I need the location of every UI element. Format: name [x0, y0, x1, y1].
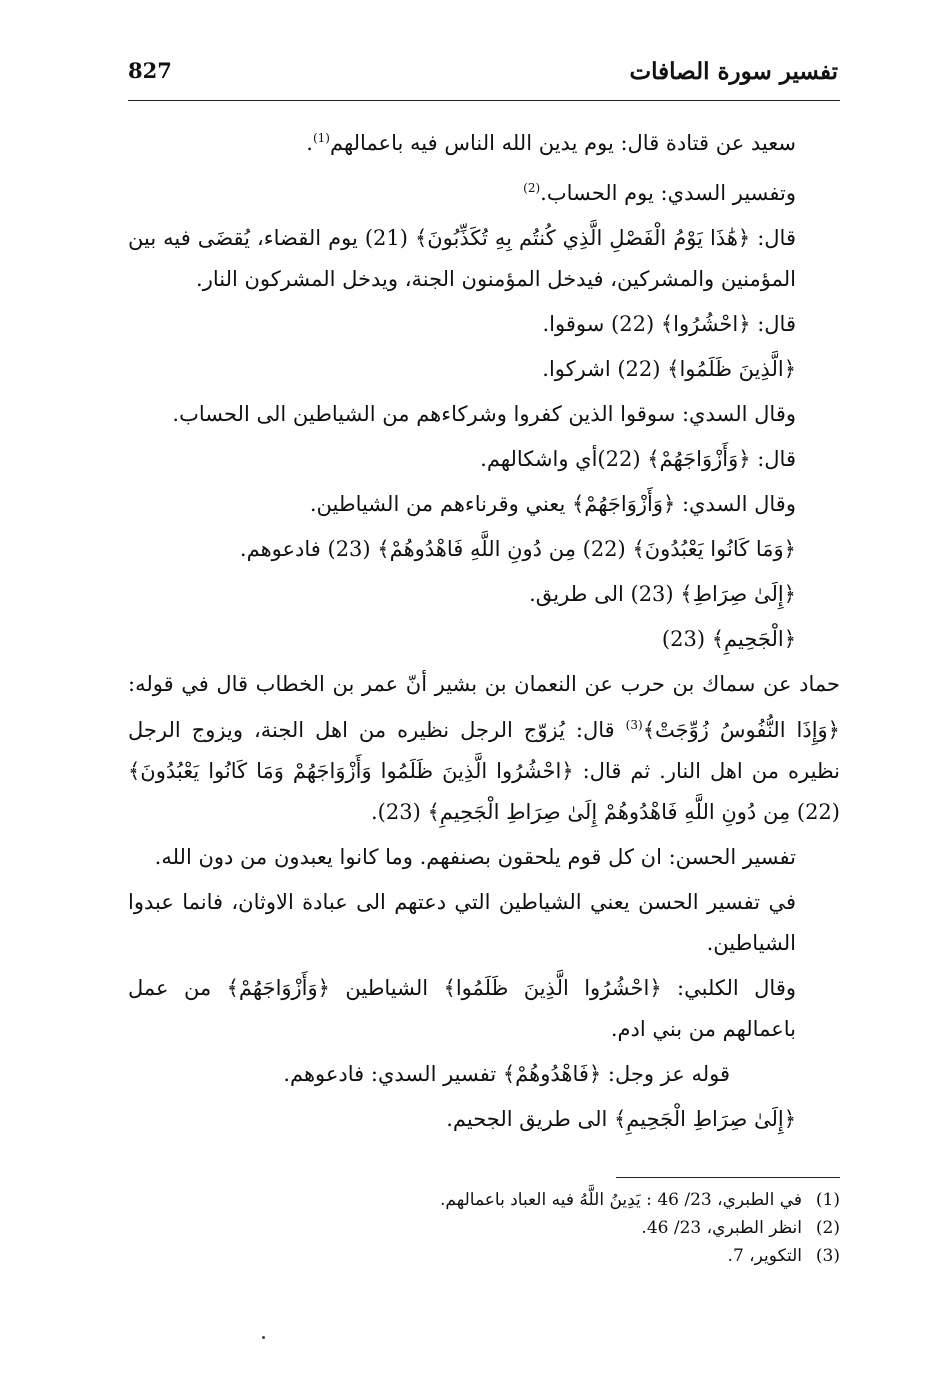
paragraph-text: حماد عن سماك بن حرب عن النعمان بن بشير أنّ عمر بن الخطاب قال في قوله: ﴿وَإِذَا النُّفُوسُ زُوِّجَتْ﴾: [128, 672, 840, 742]
paragraph: [128, 439, 840, 480]
paragraph-text-tail: .: [306, 131, 313, 155]
paragraph-text: تفسير الحسن: ان كل قوم يلحقون بصنفهم. وما كانوا يعبدون من دون الله.: [154, 845, 796, 869]
footnote: [128, 1214, 840, 1242]
footnote-divider: [616, 1177, 840, 1178]
paragraph-text: سعيد عن قتادة قال: يوم يدين الله الناس فيه باعمالهم: [329, 131, 796, 155]
paragraph: [128, 1054, 840, 1095]
footnote-number: (3): [815, 1246, 840, 1266]
chapter-title: تفسير سورة الصافات: [629, 58, 838, 85]
paragraph-text: قال: ﴿وَأَزْوَاجَهُمْ﴾ (22)أي واشكالهم.: [480, 447, 796, 471]
paragraph: [128, 304, 840, 345]
paragraph: [128, 484, 840, 525]
paragraph: [128, 574, 840, 615]
paragraph-text: وقال الكلبي: ﴿احْشُرُوا الَّذِينَ ظَلَمُوا﴾ الشياطين ﴿وَأَزْوَاجَهُمْ﴾ من عمل باعمالهم من بني ادم.: [128, 976, 796, 1041]
footnote: [128, 1242, 840, 1270]
footnote: [128, 1186, 840, 1214]
footnote-number: (2): [815, 1218, 840, 1238]
paragraph-text: قوله عز وجل: ﴿فَاهْدُوهُمْ﴾ تفسير السدي: فادعوهم.: [283, 1062, 730, 1086]
footnote-text: التكوير، 7.: [727, 1246, 802, 1266]
paragraph-text: ﴿إِلَىٰ صِرَاطِ﴾ (23) الى طريق.: [529, 582, 796, 606]
paragraph-text: ﴿إِلَىٰ صِرَاطِ الْجَحِيمِ﴾ الى طريق الجحيم.: [446, 1107, 796, 1131]
paragraph: [128, 168, 840, 214]
main-text: [128, 118, 840, 1144]
speck-mark: [262, 1336, 265, 1339]
footnote-number: (1): [815, 1190, 840, 1210]
paragraph-text: ﴿الْجَحِيمِ﴾ (23): [661, 627, 796, 651]
paragraph: [128, 664, 840, 833]
footnote-text: في الطبري، 23/ 46 : يَدِينُ اللَّهُ فيه العباد باعمالهم.: [440, 1190, 802, 1210]
paragraph-text: ﴿الَّذِينَ ظَلَمُوا﴾ (22) اشركوا.: [542, 357, 796, 381]
footnote-ref[interactable]: (3): [625, 718, 643, 732]
paragraph-text-tail: قال: يُزوّج الرجل نظيره من اهل الجنة، ويزوج الرجل نظيره من اهل النار. ثم قال: ﴿احْشُرُوا الَّذِينَ ظَلَمُوا وَأَزْوَاجَهُمْ وَمَا كَانُوا يَعْبُدُونَ﴾ (22) مِن دُونِ اللَّهِ فَاهْدُوهُمْ إِلَىٰ صِرَاطِ الْجَحِيمِ﴾ (23).: [128, 718, 840, 824]
page-number: 827: [128, 58, 172, 83]
paragraph: [128, 218, 840, 300]
paragraph: [128, 837, 840, 878]
paragraph: [128, 968, 840, 1050]
footnote-ref[interactable]: (2): [523, 181, 541, 195]
paragraph: [128, 619, 840, 660]
paragraph: [128, 118, 840, 164]
paragraph-text: وقال السدي: ﴿وَأَزْوَاجَهُمْ﴾ يعني وقرناءهم من الشياطين.: [309, 492, 796, 516]
paragraph: [128, 349, 840, 390]
paragraph-text: في تفسير الحسن يعني الشياطين التي دعتهم الى عبادة الاوثان، فانما عبدوا الشياطين.: [128, 890, 796, 955]
footnote-ref[interactable]: (1): [312, 131, 330, 145]
footnotes: [128, 1186, 840, 1270]
paragraph: [128, 1099, 840, 1140]
footnote-text: انظر الطبري، 23/ 46.: [641, 1218, 802, 1238]
running-header: [128, 52, 838, 96]
paragraph-text: وتفسير السدي: يوم الحساب.: [540, 181, 796, 205]
paragraph: [128, 882, 840, 964]
header-divider: [128, 100, 840, 101]
paragraph: [128, 394, 840, 435]
paragraph-text: قال: ﴿هَٰذَا يَوْمُ الْفَصْلِ الَّذِي كُنتُم بِهِ تُكَذِّبُونَ﴾ (21) يوم القضاء، يُقضَى فيه بين المؤمنين والمشركين، فيدخل المؤمنون الجنة، ويدخل المشركون النار.: [128, 226, 796, 291]
paragraph-text: قال: ﴿احْشُرُوا﴾ (22) سوقوا.: [542, 312, 796, 336]
paragraph-text: وقال السدي: سوقوا الذين كفروا وشركاءهم من الشياطين الى الحساب.: [172, 402, 796, 426]
paragraph-text: ﴿وَمَا كَانُوا يَعْبُدُونَ﴾ (22) مِن دُونِ اللَّهِ فَاهْدُوهُمْ﴾ (23) فادعوهم.: [239, 537, 796, 561]
paragraph: [128, 529, 840, 570]
